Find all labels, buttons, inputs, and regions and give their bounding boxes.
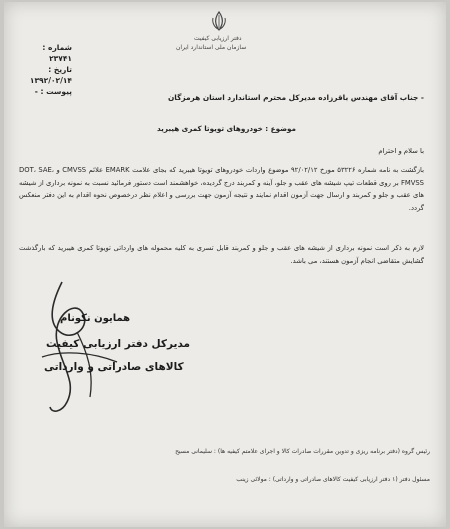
letterhead-line-1: دفتر ارزیابی کیفیت <box>194 35 242 42</box>
body-paragraph-2: لازم به ذکر است نمونه برداری از شیشه های عقب و جلو و کمربند قابل تسری به کلیه محموله های وارداتی تویوتا کمری هیبرید که بارگذشت گشایش متقاضی انجام آزمون هستند، می باشد. <box>19 244 424 265</box>
footer-line-1: رئیس گروه (دفتر برنامه ریزی و تدوین مقررات صادرات کالا و اجرای علامتم کیفیه ها) : سلیمانی مسیح <box>175 448 430 455</box>
greeting: با سلام و احترام <box>378 147 424 155</box>
body-paragraph-1: بازگشت به نامه شماره ۵۳۲۲۶ مورخ ۹۲/۰۲/۱۲ موضوع واردات خودروهای تویوتا هیبرید که بجای علامت EMARK علائم CMVSS و DOT، SAE، FMVSS بر روی قطعات تیپ شیشه های عقب و جلو، آینه و کمربند درج گردیده، خواهشمند است دستور فرمائید نسبت به نمونه برداری از شیشه های عقب و جلو و کمربند و ارسال جهت آزمون اقدام نمایند و نتیجه آزمون جهت بررسی و اعلام نظر درخصوص نحوه اقدام به این دفتر منعکس گردد. <box>19 166 424 212</box>
letter-number: شماره : ۲۳۷۴۱ <box>42 43 72 63</box>
letterhead-line-2: سازمان ملی استاندارد ایران <box>176 44 247 51</box>
recipient-line: - جناب آقای مهندس باقرزاده مدیرکل محترم استاندارد استان هرمزگان <box>167 93 424 102</box>
signatory-name: همایون نکونام <box>60 313 131 324</box>
letter-page <box>4 2 446 527</box>
iran-emblem-icon <box>209 10 229 32</box>
signatory-title-1: مدیرکل دفتر ارزیابی کیفیت <box>46 338 191 350</box>
letter-meta <box>20 42 72 97</box>
signatory-title-2: کالاهای صادراتی و وارداتی <box>44 361 184 373</box>
letter-date: تاریخ : ۱۳۹۲/۰۲/۱۴ <box>29 65 72 85</box>
subject-line: موضوع : خودروهای تویوتا کمری هیبرید <box>157 124 296 133</box>
footer-line-2: مسئول دفتر (۱ دفتر ارزیابی کیفیت کالاهای صادراتی و وارداتی) : مولائی زینب <box>236 476 430 483</box>
letter-attachment: پیوست : - <box>34 87 72 96</box>
